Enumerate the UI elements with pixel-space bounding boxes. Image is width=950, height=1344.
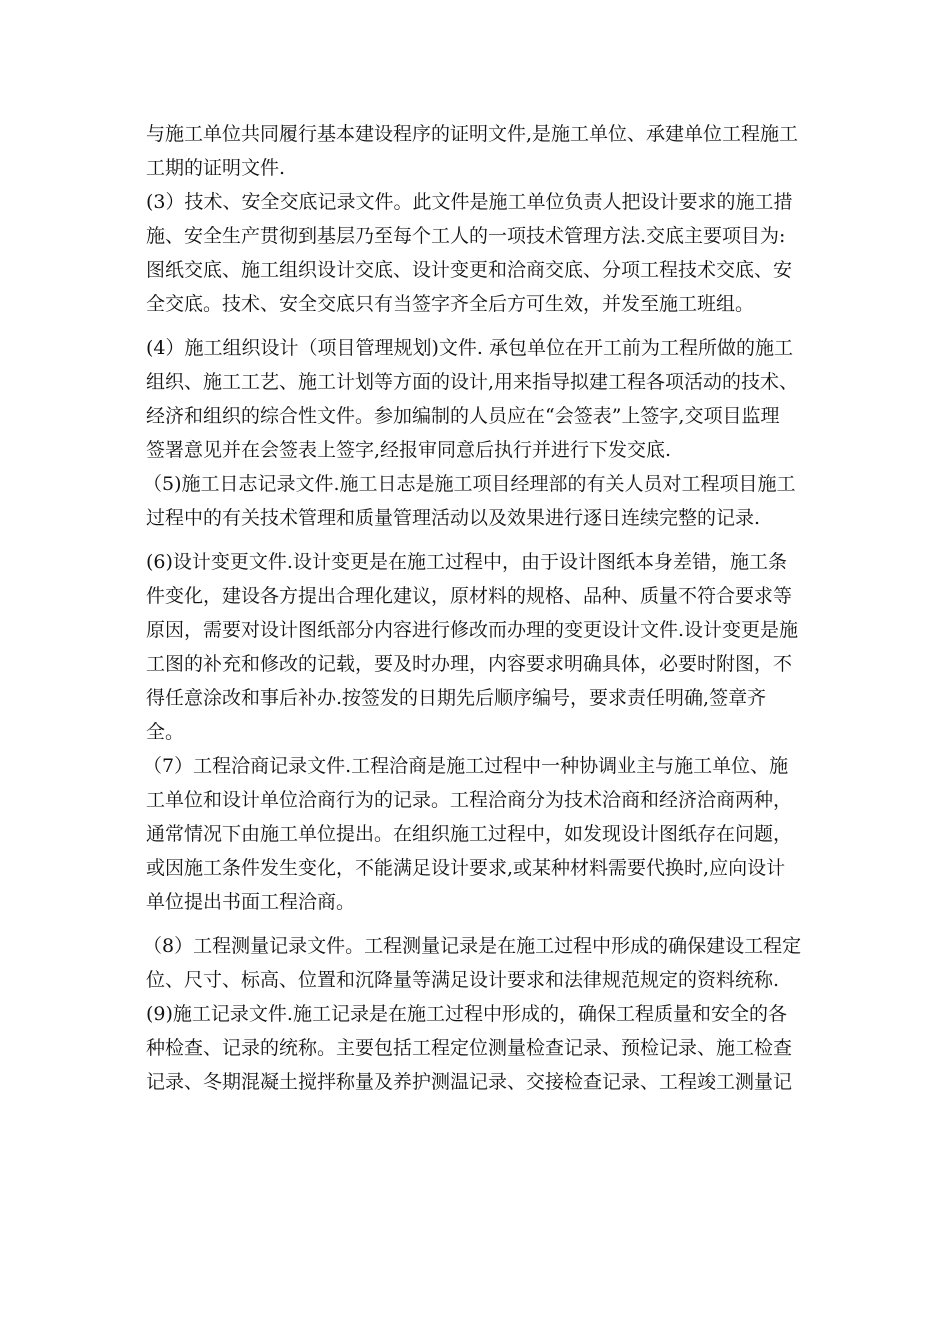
text-line: 件变化，建设各方提出合理化建议，原材料的规格、品种、质量不符合要求等 — [146, 585, 793, 607]
text-line: 过程中的有关技术管理和质量管理活动以及效果进行逐日连续完整的记录. — [146, 507, 761, 529]
text-line: 原因，需要对设计图纸部分内容进行修改而办理的变更设计文件.设计变更是施 — [146, 619, 799, 641]
text-line: 位、尺寸、标高、位置和沉降量等满足设计要求和法律规范规定的资料统称. — [146, 969, 780, 991]
text-line: （5)施工日志记录文件.施工日志是施工项目经理部的有关人员对工程项目施工 — [143, 473, 796, 495]
document-body — [143, 117, 806, 1099]
text-line: 工图的补充和修改的记载，要及时办理，内容要求明确具体，必要时附图，不 — [146, 653, 793, 675]
text-line: 或因施工条件发生变化，不能满足设计要求,或某种材料需要代换时,应向设计 — [146, 857, 786, 879]
text-line: 记录、冬期混凝土搅拌称量及养护测温记录、交接检查记录、工程竣工测量记 — [146, 1071, 793, 1093]
text-line: (6)设计变更文件.设计变更是在施工过程中，由于设计图纸本身差错，施工条 — [146, 551, 787, 573]
text-line: 得任意涂改和事后补办.按签发的日期先后顺序编号，要求责任明确,签章齐 — [146, 687, 767, 709]
text-line: 经济和组织的综合性文件。参加编制的人员应在“会签表”上签字,交项目监理 — [146, 405, 780, 427]
text-line: 通常情况下由施工单位提出。在组织施工过程中，如发现设计图纸存在问题， — [146, 823, 793, 845]
text-line: 签署意见并在会签表上签字,经报审同意后执行并进行下发交底. — [146, 439, 672, 461]
text-line: 全交底。技术、安全交底只有当签字齐全后方可生效，并发至施工班组。 — [146, 293, 755, 315]
text-line: 种检查、记录的统称。主要包括工程定位测量检查记录、预检记录、施工检查 — [146, 1037, 793, 1059]
text-line: 施、安全生产贯彻到基层乃至每个工人的一项技术管理方法.交底主要项目为: — [146, 225, 786, 247]
text-line: 全。 — [146, 721, 185, 743]
text-line: 图纸交底、施工组织设计交底、设计变更和洽商交底、分项工程技术交底、安 — [146, 259, 793, 281]
text-line: （7）工程洽商记录文件.工程洽商是施工过程中一种协调业主与施工单位、施 — [143, 755, 789, 777]
text-line: (9)施工记录文件.施工记录是在施工过程中形成的，确保工程质量和安全的各 — [146, 1003, 787, 1025]
text-line: 工单位和设计单位洽商行为的记录。工程洽商分为技术洽商和经济洽商两种， — [146, 789, 793, 811]
text-line: 与施工单位共同履行基本建设程序的证明文件,是施工单位、承建单位工程施工 — [146, 123, 799, 145]
text-line: 单位提出书面工程洽商。 — [146, 891, 356, 913]
text-line: (3）技术、安全交底记录文件。此文件是施工单位负责人把设计要求的施工措 — [146, 191, 793, 213]
text-line: 工期的证明文件. — [146, 157, 286, 179]
text-line: (4）施工组织设计（项目管理规划)文件. 承包单位在开工前为工程所做的施工 — [146, 337, 793, 359]
text-line: 组织、施工工艺、施工计划等方面的设计,用来指导拟建工程各项活动的技术、 — [146, 371, 799, 393]
text-line: （8）工程测量记录文件。工程测量记录是在施工过程中形成的确保建设工程定 — [143, 935, 802, 957]
